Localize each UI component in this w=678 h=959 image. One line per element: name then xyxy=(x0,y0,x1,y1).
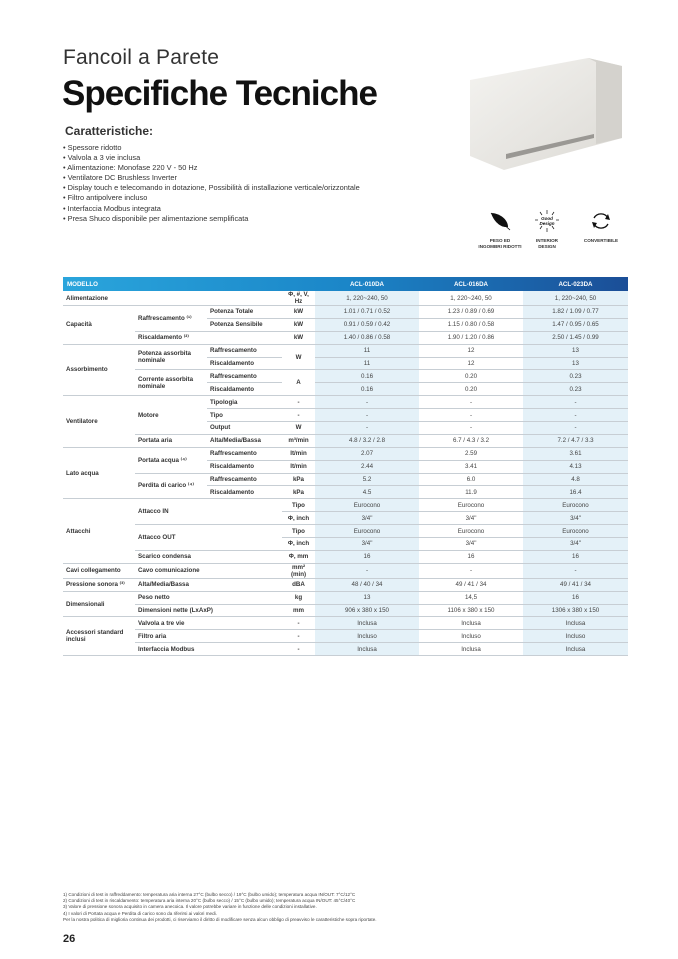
feature-item: • Ventilatore DC Brushless Inverter xyxy=(63,173,360,183)
row-value: 0.20 xyxy=(419,370,523,383)
header-model-label: MODELLO xyxy=(67,280,98,288)
row-unit: Φ, mm xyxy=(282,550,315,563)
row-value: 5.2 xyxy=(315,473,419,486)
row-unit: kW xyxy=(282,318,315,331)
row-value: 1106 x 380 x 150 xyxy=(419,604,523,617)
row-value: 7.2 / 4.7 / 3.3 xyxy=(523,434,628,447)
row-value: 1.82 / 1.09 / 0.77 xyxy=(523,306,628,319)
row-value: Incluso xyxy=(523,630,628,643)
row-label: Capacità xyxy=(63,306,135,345)
row-value: 1.90 / 1.20 / 0.86 xyxy=(419,331,523,344)
page-number: 26 xyxy=(63,933,76,945)
row-unit: W xyxy=(282,422,315,435)
row-label: Motore xyxy=(135,396,207,435)
row-value: 0.23 xyxy=(523,383,628,396)
table-row xyxy=(63,499,628,512)
row-value: 14,5 xyxy=(419,591,523,604)
row-label: Raffrescamento xyxy=(207,344,282,357)
row-label: Lato acqua xyxy=(63,447,135,499)
specs-table-body xyxy=(63,291,628,656)
row-value: Eurocono xyxy=(523,525,628,538)
row-value: 4.8 xyxy=(523,473,628,486)
table-row xyxy=(63,617,628,630)
badge-lightweight: PESO ED INGOMBRI RIDOTTI xyxy=(470,210,530,249)
row-value: - xyxy=(315,422,419,435)
row-label: Assorbimento xyxy=(63,344,135,396)
row-label: Valvola a tre vie xyxy=(135,617,282,630)
row-label: Corrente assorbita nominale xyxy=(135,370,207,396)
row-value: 1, 220~240, 50 xyxy=(523,291,628,306)
row-unit: lt/min xyxy=(282,447,315,460)
svg-text:Good: Good xyxy=(541,216,553,221)
table-row xyxy=(63,630,628,643)
row-label: Portata acqua ⁽⁴⁾ xyxy=(135,447,207,473)
row-value: - xyxy=(419,422,523,435)
table-row xyxy=(63,291,628,306)
table-row xyxy=(63,331,628,344)
rotate-arrows-icon xyxy=(590,210,612,232)
row-value: Eurocono xyxy=(315,499,419,512)
table-row xyxy=(63,306,628,319)
row-value: Inclusa xyxy=(419,643,523,656)
row-value: 1.15 / 0.80 / 0.58 xyxy=(419,318,523,331)
row-value: - xyxy=(523,396,628,409)
row-label: Scarico condensa xyxy=(135,550,282,563)
row-label: Potenza Totale xyxy=(207,306,282,319)
table-row xyxy=(63,578,628,591)
table-row xyxy=(63,525,628,538)
row-value: Inclusa xyxy=(523,617,628,630)
row-value: 3/4" xyxy=(523,512,628,525)
row-value: - xyxy=(419,409,523,422)
feature-item: • Valvola a 3 vie inclusa xyxy=(63,153,360,163)
good-design-icon xyxy=(535,210,559,232)
row-value: 0.91 / 0.59 / 0.42 xyxy=(315,318,419,331)
row-value: 1.01 / 0.71 / 0.52 xyxy=(315,306,419,319)
row-label: Alimentazione xyxy=(63,291,282,306)
row-value: - xyxy=(315,409,419,422)
row-unit: Tipo xyxy=(282,525,315,538)
header-model: ACL-010DA xyxy=(349,280,385,288)
row-unit: kW xyxy=(282,306,315,319)
row-value: 3/4" xyxy=(419,512,523,525)
row-value: - xyxy=(315,563,419,578)
row-unit: - xyxy=(282,409,315,422)
row-label: Riscaldamento xyxy=(207,383,282,396)
table-row xyxy=(63,550,628,563)
row-value: 2.07 xyxy=(315,447,419,460)
row-label: Filtro aria xyxy=(135,630,282,643)
row-value: 11.9 xyxy=(419,486,523,499)
row-unit: Φ, #, V, Hz xyxy=(282,291,315,306)
row-label: Raffrescamento xyxy=(207,447,282,460)
row-value: 1.23 / 0.89 / 0.69 xyxy=(419,306,523,319)
row-label: Output xyxy=(207,422,282,435)
row-unit: - xyxy=(282,617,315,630)
table-row xyxy=(63,370,628,383)
row-label: Raffrescamento ⁽¹⁾ xyxy=(135,306,207,332)
footnote: Per la nostra politica di miglioria continua dei prodotti, ci riserviamo il diritto di modificare senza alcun obbligo di preavviso le caratteristiche sopra riportate. xyxy=(63,916,377,922)
row-value: Incluso xyxy=(315,630,419,643)
row-value: - xyxy=(419,563,523,578)
row-label: Cavi collegamento xyxy=(63,563,135,578)
row-value: Inclusa xyxy=(315,643,419,656)
row-value: 13 xyxy=(523,357,628,370)
row-value: Eurocono xyxy=(419,499,523,512)
row-value: - xyxy=(523,422,628,435)
row-unit: A xyxy=(282,370,315,396)
row-value: 11 xyxy=(315,344,419,357)
row-value: 3/4" xyxy=(315,538,419,551)
row-value: 0.23 xyxy=(523,370,628,383)
badge-interior-design: Good Design INTERIOR DESIGN xyxy=(517,210,577,249)
table-row xyxy=(63,591,628,604)
row-value: Eurocono xyxy=(419,525,523,538)
row-unit: dBA xyxy=(282,578,315,591)
row-value: Eurocono xyxy=(523,499,628,512)
features-list xyxy=(63,143,360,224)
row-label: Raffrescamento xyxy=(207,370,282,383)
table-row xyxy=(63,344,628,357)
row-value: 6.0 xyxy=(419,473,523,486)
row-value: 3.41 xyxy=(419,460,523,473)
row-value: Inclusa xyxy=(523,643,628,656)
row-value: 16 xyxy=(315,550,419,563)
row-unit: W xyxy=(282,344,315,370)
row-value: 16 xyxy=(419,550,523,563)
feature-item: • Display touch e telecomando in dotazione, Possibilità di installazione verticale/orizzontale xyxy=(63,183,360,193)
row-label: Riscaldamento xyxy=(207,486,282,499)
row-unit: kPa xyxy=(282,486,315,499)
row-value: 49 / 41 / 34 xyxy=(419,578,523,591)
row-value: 0.16 xyxy=(315,370,419,383)
svg-text:Design: Design xyxy=(539,221,555,226)
row-value: 13 xyxy=(523,344,628,357)
row-value: 11 xyxy=(315,357,419,370)
row-label: Alta/Media/Bassa xyxy=(207,434,282,447)
row-label: Accessori standard inclusi xyxy=(63,617,135,656)
leaf-icon xyxy=(489,210,511,232)
row-unit: - xyxy=(282,643,315,656)
row-unit: kPa xyxy=(282,473,315,486)
row-value: 1, 220~240, 50 xyxy=(419,291,523,306)
table-row xyxy=(63,434,628,447)
row-value: 906 x 380 x 150 xyxy=(315,604,419,617)
row-label: Tipo xyxy=(207,409,282,422)
features-heading: Caratteristiche: xyxy=(65,124,154,138)
row-value: 16 xyxy=(523,550,628,563)
row-label: Dimensionali xyxy=(63,591,135,617)
row-value: 3.61 xyxy=(523,447,628,460)
table-row xyxy=(63,473,628,486)
row-label: Peso netto xyxy=(135,591,282,604)
row-value: 16 xyxy=(523,591,628,604)
table-row xyxy=(63,604,628,617)
row-value: Inclusa xyxy=(315,617,419,630)
row-label: Dimensioni nette (LxAxP) xyxy=(135,604,282,617)
row-value: 49 / 41 / 34 xyxy=(523,578,628,591)
row-value: 3/4" xyxy=(419,538,523,551)
row-value: Eurocono xyxy=(315,525,419,538)
row-label: Perdita di carico ⁽⁴⁾ xyxy=(135,473,207,499)
row-value: 48 / 40 / 34 xyxy=(315,578,419,591)
row-value: 12 xyxy=(419,357,523,370)
table-row xyxy=(63,563,628,578)
row-value: 0.16 xyxy=(315,383,419,396)
table-header-row xyxy=(63,277,628,291)
row-value: 16.4 xyxy=(523,486,628,499)
row-value: 2.44 xyxy=(315,460,419,473)
row-unit: mm xyxy=(282,604,315,617)
row-unit: Tipo xyxy=(282,499,315,512)
table-row xyxy=(63,396,628,409)
specs-table xyxy=(63,277,628,656)
row-label: Riscaldamento xyxy=(207,357,282,370)
row-unit: Φ, inch xyxy=(282,538,315,551)
footnote: 3) Valore di pressione sonora acquisito in camera anecoica. Il valore potrebbe variare in funzione delle condizioni installative. xyxy=(63,904,317,910)
row-label: Potenza assorbita nominale xyxy=(135,344,207,370)
row-label: Alta/Media/Bassa xyxy=(135,578,282,591)
row-unit: m³/min xyxy=(282,434,315,447)
fancoil-product-image xyxy=(470,58,622,170)
row-value: 0.20 xyxy=(419,383,523,396)
row-label: Ventilatore xyxy=(63,396,135,448)
table-row xyxy=(63,447,628,460)
feature-item: • Spessore ridotto xyxy=(63,143,360,153)
row-label: Riscaldamento ⁽²⁾ xyxy=(135,331,282,344)
row-unit: kW xyxy=(282,331,315,344)
row-value: - xyxy=(523,563,628,578)
feature-item: • Interfaccia Modbus integrata xyxy=(63,204,360,214)
footnote: 4) I valori di Portata acqua e Perdita di carico sono da riferirsi ai valori medi. xyxy=(63,910,217,916)
row-value: 12 xyxy=(419,344,523,357)
footnote: 1) Condizioni di test in raffreddamento: temperatura aria interna 27°C (bulbo secco) / 19°C (bulbo umido); temperatura acqua IN/OUT: 7°C/12°C xyxy=(63,892,356,897)
row-unit: mm² (min) xyxy=(282,563,315,578)
row-value: 1306 x 380 x 150 xyxy=(523,604,628,617)
row-value: - xyxy=(523,409,628,422)
row-label: Potenza Sensibile xyxy=(207,318,282,331)
row-unit: - xyxy=(282,630,315,643)
header-model: ACL-023DA xyxy=(558,280,593,288)
row-value: 2.59 xyxy=(419,447,523,460)
row-value: 6.7 / 4.3 / 3.2 xyxy=(419,434,523,447)
feature-item: • Filtro antipolvere incluso xyxy=(63,193,360,203)
row-value: 2.50 / 1.45 / 0.99 xyxy=(523,331,628,344)
row-value: 3/4" xyxy=(315,512,419,525)
row-label: Portata aria xyxy=(135,434,207,447)
page-title: Specifiche Tecniche xyxy=(62,74,377,113)
row-value: - xyxy=(315,396,419,409)
row-label: Riscaldamento xyxy=(207,460,282,473)
feature-item: • Presa Shuco disponibile per alimentazione semplificata xyxy=(63,214,360,224)
row-value: 1.40 / 0.86 / 0.58 xyxy=(315,331,419,344)
row-label: Attacco OUT xyxy=(135,525,282,551)
page-subtitle: Fancoil a Parete xyxy=(63,46,220,69)
row-value: Incluso xyxy=(419,630,523,643)
row-value: 13 xyxy=(315,591,419,604)
table-row xyxy=(63,643,628,656)
row-value: 4.5 xyxy=(315,486,419,499)
row-unit: - xyxy=(282,396,315,409)
row-value: 1, 220~240, 50 xyxy=(315,291,419,306)
footnotes xyxy=(63,892,377,923)
row-label: Raffrescamento xyxy=(207,473,282,486)
row-label: Interfaccia Modbus xyxy=(135,643,282,656)
row-value: 3/4" xyxy=(523,538,628,551)
row-value: Inclusa xyxy=(419,617,523,630)
row-label: Attacchi xyxy=(63,499,135,563)
header-model: ACL-016DA xyxy=(453,280,489,288)
row-unit: kg xyxy=(282,591,315,604)
row-value: 4.8 / 3.2 / 2.8 xyxy=(315,434,419,447)
badge-convertible: CONVERTIBILE xyxy=(571,210,631,244)
row-unit: Φ, inch xyxy=(282,512,315,525)
footnote: 2) Condizioni di test in riscaldamento: temperatura aria interna 20°C (bulbo secco) / 15°C (bulbo umido); temperatura acqua IN/OUT: 45°C/40°C xyxy=(63,898,356,904)
row-label: Attacco IN xyxy=(135,499,282,525)
row-unit: lt/min xyxy=(282,460,315,473)
row-value: 4.13 xyxy=(523,460,628,473)
row-value: - xyxy=(419,396,523,409)
row-label: Pressione sonora ⁽³⁾ xyxy=(63,578,135,591)
row-value: 1.47 / 0.95 / 0.65 xyxy=(523,318,628,331)
row-label: Tipologia xyxy=(207,396,282,409)
row-label: Cavo comunicazione xyxy=(135,563,282,578)
feature-item: • Alimentazione: Monofase 220 V - 50 Hz xyxy=(63,163,360,173)
